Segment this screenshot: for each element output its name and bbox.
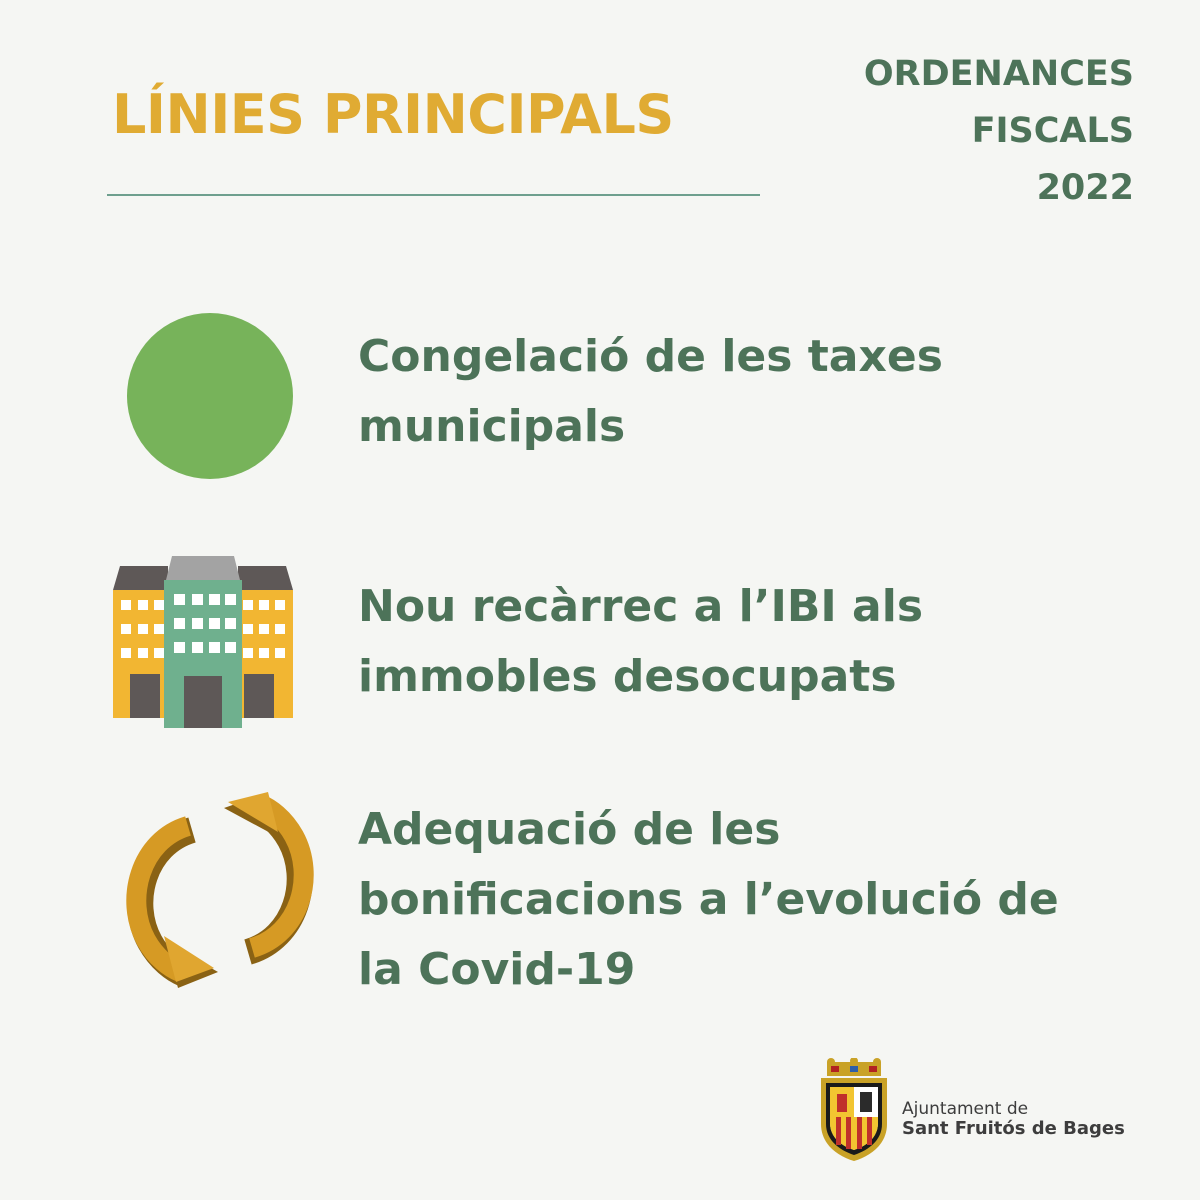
item-3-line-1: Adequació de les [358, 804, 781, 855]
item-congelacio [358, 322, 943, 462]
corner-label [864, 46, 1134, 217]
item-1-line-2: municipals [358, 401, 626, 452]
logo-line-2: Sant Fruitós de Bages [902, 1118, 1125, 1139]
item-recarrec [358, 572, 923, 712]
item-3-line-3: la Covid-19 [358, 944, 636, 995]
municipality-logo-text [902, 1100, 1125, 1138]
page-title: LÍNIES PRINCIPALS [112, 83, 674, 146]
corner-line-3: 2022 [1036, 168, 1134, 208]
logo-line-1: Ajuntament de [902, 1099, 1029, 1119]
item-2-line-2: immobles desocupats [358, 651, 897, 702]
building-icon [112, 556, 294, 728]
item-3-line-2: bonificacions a l’evolució de [358, 874, 1059, 925]
corner-line-1: ORDENANCES [863, 54, 1134, 94]
title-divider [107, 194, 760, 196]
item-2-line-1: Nou recàrrec a l’IBI als [358, 581, 924, 632]
refresh-arrows-icon [122, 792, 318, 988]
coat-of-arms-icon [817, 1058, 891, 1162]
item-adequacio [358, 795, 1059, 1005]
green-circle-icon [126, 312, 294, 480]
corner-line-2: FISCALS [971, 111, 1134, 151]
item-1-line-1: Congelació de les taxes [358, 331, 943, 382]
